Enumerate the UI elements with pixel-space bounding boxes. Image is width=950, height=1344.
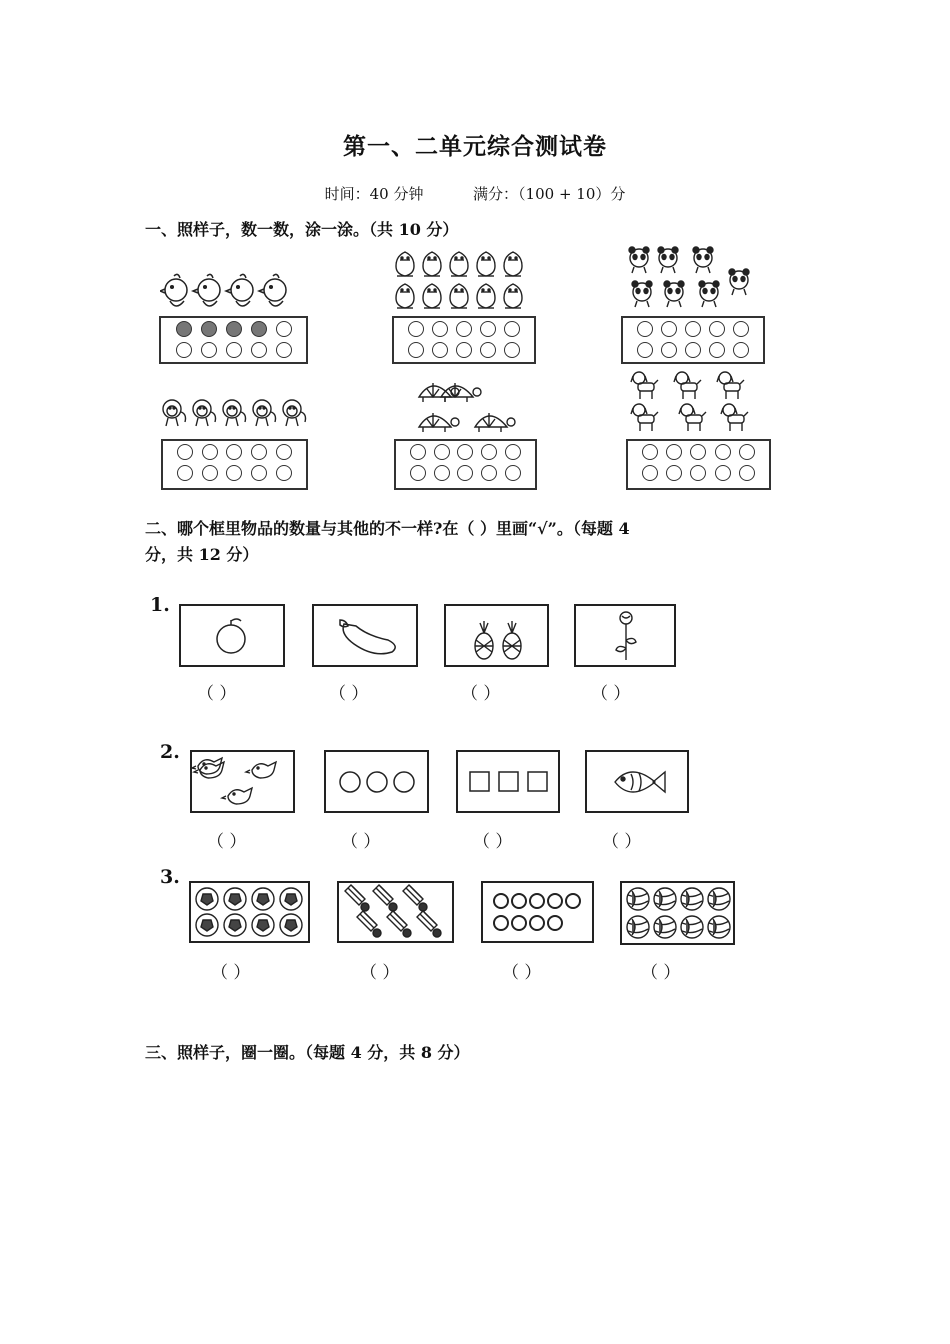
panda-icon	[627, 246, 757, 312]
q3-box-soccer-balls	[189, 881, 310, 943]
answer-paren[interactable]: （ ）	[207, 832, 247, 852]
ring-icon	[483, 883, 592, 941]
q1-box-apple	[179, 604, 285, 667]
counter-frame	[392, 316, 536, 364]
question-number: 3.	[160, 866, 180, 888]
counter-frame	[621, 316, 765, 364]
monkey-icon	[160, 398, 310, 430]
eggplant-icon	[314, 606, 416, 665]
section2-heading-line2: 分，共 12 分）	[145, 545, 259, 564]
apple-icon	[181, 606, 283, 665]
section2-heading-line1: 二、哪个框里物品的数量与其他的不一样?在（ ）里画“√”。（每题 4	[145, 519, 630, 538]
pineapple-icon	[446, 606, 547, 665]
answer-paren[interactable]: （ ）	[329, 684, 369, 704]
q2-box-birds	[190, 750, 295, 813]
answer-paren[interactable]: （ ）	[591, 684, 631, 704]
answer-paren[interactable]: （ ）	[360, 963, 400, 983]
chick-icon	[160, 272, 300, 314]
page-title: 第一、二单元综合测试卷	[343, 133, 607, 160]
section2-heading	[145, 516, 825, 568]
shuttlecock-icon	[339, 883, 452, 941]
fish-icon	[587, 752, 687, 811]
square-shapes	[458, 752, 558, 811]
q2-box-fish	[585, 750, 689, 813]
answer-paren[interactable]: （ ）	[341, 832, 381, 852]
turtle-icon	[413, 375, 523, 440]
beach-ball-icon	[622, 883, 733, 943]
counter-frame	[159, 316, 308, 364]
q2-box-squares	[456, 750, 560, 813]
answer-paren[interactable]: （ ）	[502, 963, 542, 983]
exam-score: 满分：（100 + 10）分	[473, 185, 626, 203]
q3-box-rings	[481, 881, 594, 943]
answer-paren[interactable]: （ ）	[197, 684, 237, 704]
penguin-icon	[393, 250, 533, 310]
question-number: 1.	[150, 594, 170, 616]
rose-icon	[576, 606, 674, 665]
answer-paren[interactable]: （ ）	[602, 832, 642, 852]
question-number: 2.	[160, 741, 180, 763]
q1-box-rose	[574, 604, 676, 667]
q2-box-circles	[324, 750, 429, 813]
exam-info	[0, 183, 950, 204]
q1-box-eggplant	[312, 604, 418, 667]
q3-box-shuttlecocks	[337, 881, 454, 943]
bird-icon	[192, 752, 293, 811]
answer-paren[interactable]: （ ）	[473, 832, 513, 852]
q3-box-beach-balls	[620, 881, 735, 945]
counter-frame	[394, 439, 537, 490]
section3-heading: 三、照样子，圈一圈。（每题 4 分，共 8 分）	[145, 1043, 470, 1062]
circle-shapes	[326, 752, 427, 811]
counter-frame	[161, 439, 308, 490]
section1-heading: 一、照样子，数一数，涂一涂。（共 10 分）	[145, 220, 459, 239]
counter-frame	[626, 439, 771, 490]
answer-paren[interactable]: （ ）	[461, 684, 501, 704]
exam-time: 时间：40 分钟	[324, 185, 424, 203]
puppy-icon	[630, 370, 760, 436]
answer-paren[interactable]: （ ）	[641, 963, 681, 983]
soccer-ball-icon	[191, 883, 308, 941]
answer-paren[interactable]: （ ）	[211, 963, 251, 983]
q1-box-pineapples	[444, 604, 549, 667]
